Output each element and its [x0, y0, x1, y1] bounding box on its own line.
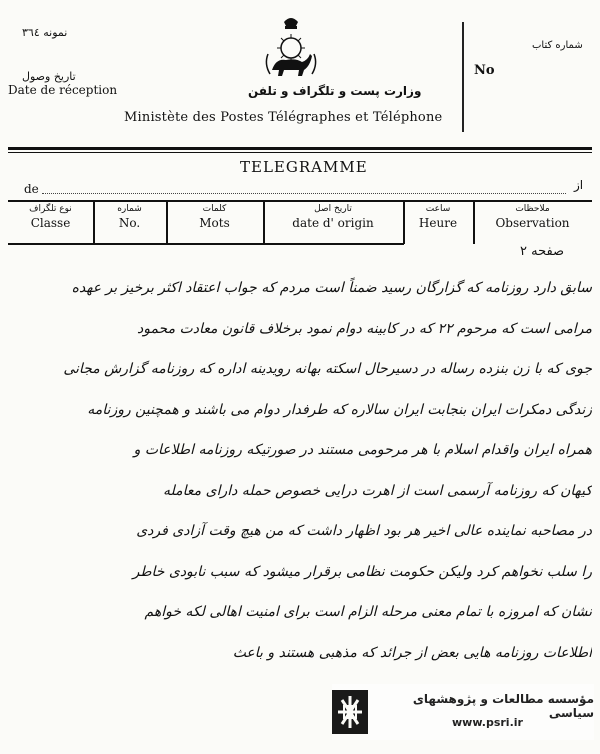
column-observation — [473, 204, 592, 230]
institute-watermark — [332, 684, 594, 740]
body-line: همراه ایران واقدام اسلام با هر مرحومی مستند در صورتیکه روزنامه اطلاعات و — [133, 442, 592, 458]
column-label-fa: نوع تلگراف — [29, 204, 72, 214]
column-mots — [166, 204, 263, 230]
body-line: سابق دارد روزنامه که گزارگان رسید ضمناً است مردم که جواب اعتقاد اکثر برخیز بر عهده — [71, 280, 592, 296]
from-label-fr: de — [24, 182, 39, 196]
telegram-body — [8, 268, 592, 673]
column-label-fa: ملاحظات — [515, 204, 550, 214]
column-label-fr: Heure — [418, 216, 458, 230]
body-line: اطلاعات روزنامه هایی بعض از جرائد که مذهبی هستند و باعث — [232, 644, 592, 661]
body-line: نشان که امروزه با تمام معنی مرحله الزام است برای امنیت اهالی لکه خواهم — [144, 604, 592, 620]
column-label-fr: date d' origin — [292, 216, 374, 230]
ministry-name-fa: وزارت پست و تلگراف و تلفن — [248, 84, 422, 98]
letter-number-label-fa: شماره کتاب — [532, 40, 583, 51]
observation-value: صفحه ۲ — [520, 244, 565, 259]
date-reception-label-fr: Date de réception — [8, 83, 118, 97]
date-reception-label-fa: تاریخ وصول — [22, 70, 76, 83]
column-label-fa: تاریخ اصل — [314, 204, 352, 214]
table-bottom-rule — [8, 243, 404, 245]
header-rule-thin — [8, 152, 592, 153]
institute-name: مؤسسه مطالعات و پژوهشهای سیاسی — [412, 692, 594, 720]
column-number — [93, 204, 166, 230]
form-title: TELEGRAMME — [240, 158, 368, 176]
body-line: کیهان که روزنامه آرسمی است از اهرت درایی خصوص حمله دارای معامله — [163, 482, 592, 499]
lion-and-sun-emblem-icon — [262, 14, 320, 80]
column-label-fr: No. — [118, 216, 141, 230]
column-label-fr: Mots — [199, 216, 230, 230]
column-label-fr: Classe — [30, 216, 71, 230]
header-divider — [462, 22, 464, 132]
column-header-table — [8, 200, 592, 265]
body-line: مرامی است که مرحوم ۲۲ که در کابینه دوام نمود برخلاف قانون معادت محمود — [136, 320, 592, 337]
column-label-fr: Observation — [495, 216, 570, 230]
column-date-origin — [263, 204, 403, 230]
body-line: زندگی دمکرات ایران بنجابت ایران سالاره که طرفدار دوام می باشند و همچنین روزنامه — [87, 401, 592, 418]
form-number: نمونه ۳٦٤ — [22, 26, 68, 39]
from-dotted-line — [42, 193, 566, 194]
header-rule-thick — [8, 147, 592, 150]
from-label-fa: از — [574, 178, 584, 192]
column-classe — [8, 204, 93, 230]
column-label-fa: شماره — [117, 204, 142, 214]
body-line: در مصاحبه نماینده عالی اخیر هر بود اظهار داشت که من هیچ وقت آزادی فردی — [136, 523, 592, 539]
institute-logo-icon — [332, 690, 368, 734]
body-line: را سلب نخواهم کرد ولیکن حکومت نظامی برقرار میشود که سبب نابودی خاطر — [132, 563, 592, 580]
ministry-name-fr: Ministète des Postes Télégraphes et Téléphone — [124, 110, 443, 125]
institute-url: www.psri.ir — [452, 716, 523, 729]
column-label-fa: ساعت — [425, 204, 451, 214]
table-top-rule — [8, 200, 592, 202]
column-heure — [403, 204, 473, 230]
body-line: جوی که با زن بنزده رساله در دسیرحال اسکته بهانه رویدینه اداره که روزنامه گزارش مجانی — [63, 361, 592, 377]
column-label-fa: کلمات — [202, 204, 227, 214]
letter-number-label: No — [474, 63, 495, 78]
